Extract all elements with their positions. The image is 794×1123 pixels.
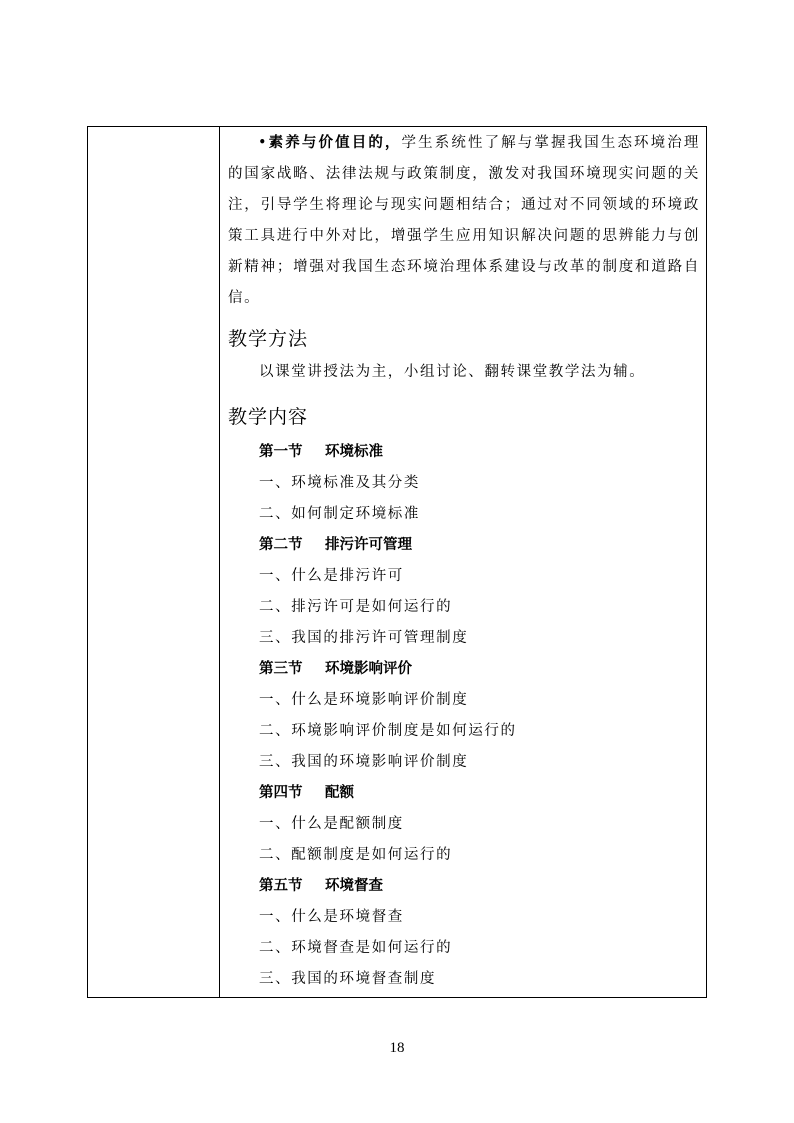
section-title-1: 第一节 环境标准	[259, 444, 383, 460]
list-item: 二、排污许可是如何运行的	[259, 599, 453, 615]
list-item: 二、环境督查是如何运行的	[259, 940, 453, 956]
list-item: 三、我国的环境督查制度	[259, 971, 437, 987]
list-item: 一、什么是排污许可	[259, 568, 404, 584]
page-number: 18	[389, 1040, 405, 1056]
values-text: 学生系统性了解与掌握我国生态环境治理的国家战略、法律法规与政策制度，激发对我国环境现实问题的关注，引导学生将理论与现实问题相结合；通过对不同领域的环境政策工具进行中外对比，增强学生应用知识解决问题的思辨能力与创新精神；增强对我国生态环境治理体系建设与改革的制度和道路自信。	[228, 135, 700, 306]
list-item: 一、什么是配额制度	[259, 816, 404, 832]
method-heading: 教学方法	[228, 328, 309, 350]
syllabus-table	[87, 126, 707, 998]
section-title-4: 第四节 配额	[259, 785, 354, 801]
values-paragraph	[228, 127, 700, 314]
list-item: 二、如何制定环境标准	[259, 506, 420, 522]
column-divider	[219, 127, 220, 997]
list-item: 三、我国的排污许可管理制度	[259, 630, 469, 646]
content-heading: 教学内容	[228, 406, 309, 428]
list-item: 二、环境影响评价制度是如何运行的	[259, 723, 517, 739]
list-item: 三、我国的环境影响评价制度	[259, 754, 469, 770]
list-item: 一、什么是环境督查	[259, 909, 404, 925]
section-title-2: 第二节 排污许可管理	[259, 537, 412, 553]
section-title-3: 第三节 环境影响评价	[259, 661, 412, 677]
values-lead: 素养与价值目的，	[268, 134, 402, 151]
list-item: 二、配额制度是如何运行的	[259, 847, 453, 863]
list-item: 一、环境标准及其分类	[259, 475, 420, 491]
bullet: •	[258, 135, 269, 151]
section-title-5: 第五节 环境督查	[259, 878, 383, 894]
method-text: 以课堂讲授法为主，小组讨论、翻转课堂教学法为辅。	[259, 364, 646, 380]
list-item: 一、什么是环境影响评价制度	[259, 692, 469, 708]
